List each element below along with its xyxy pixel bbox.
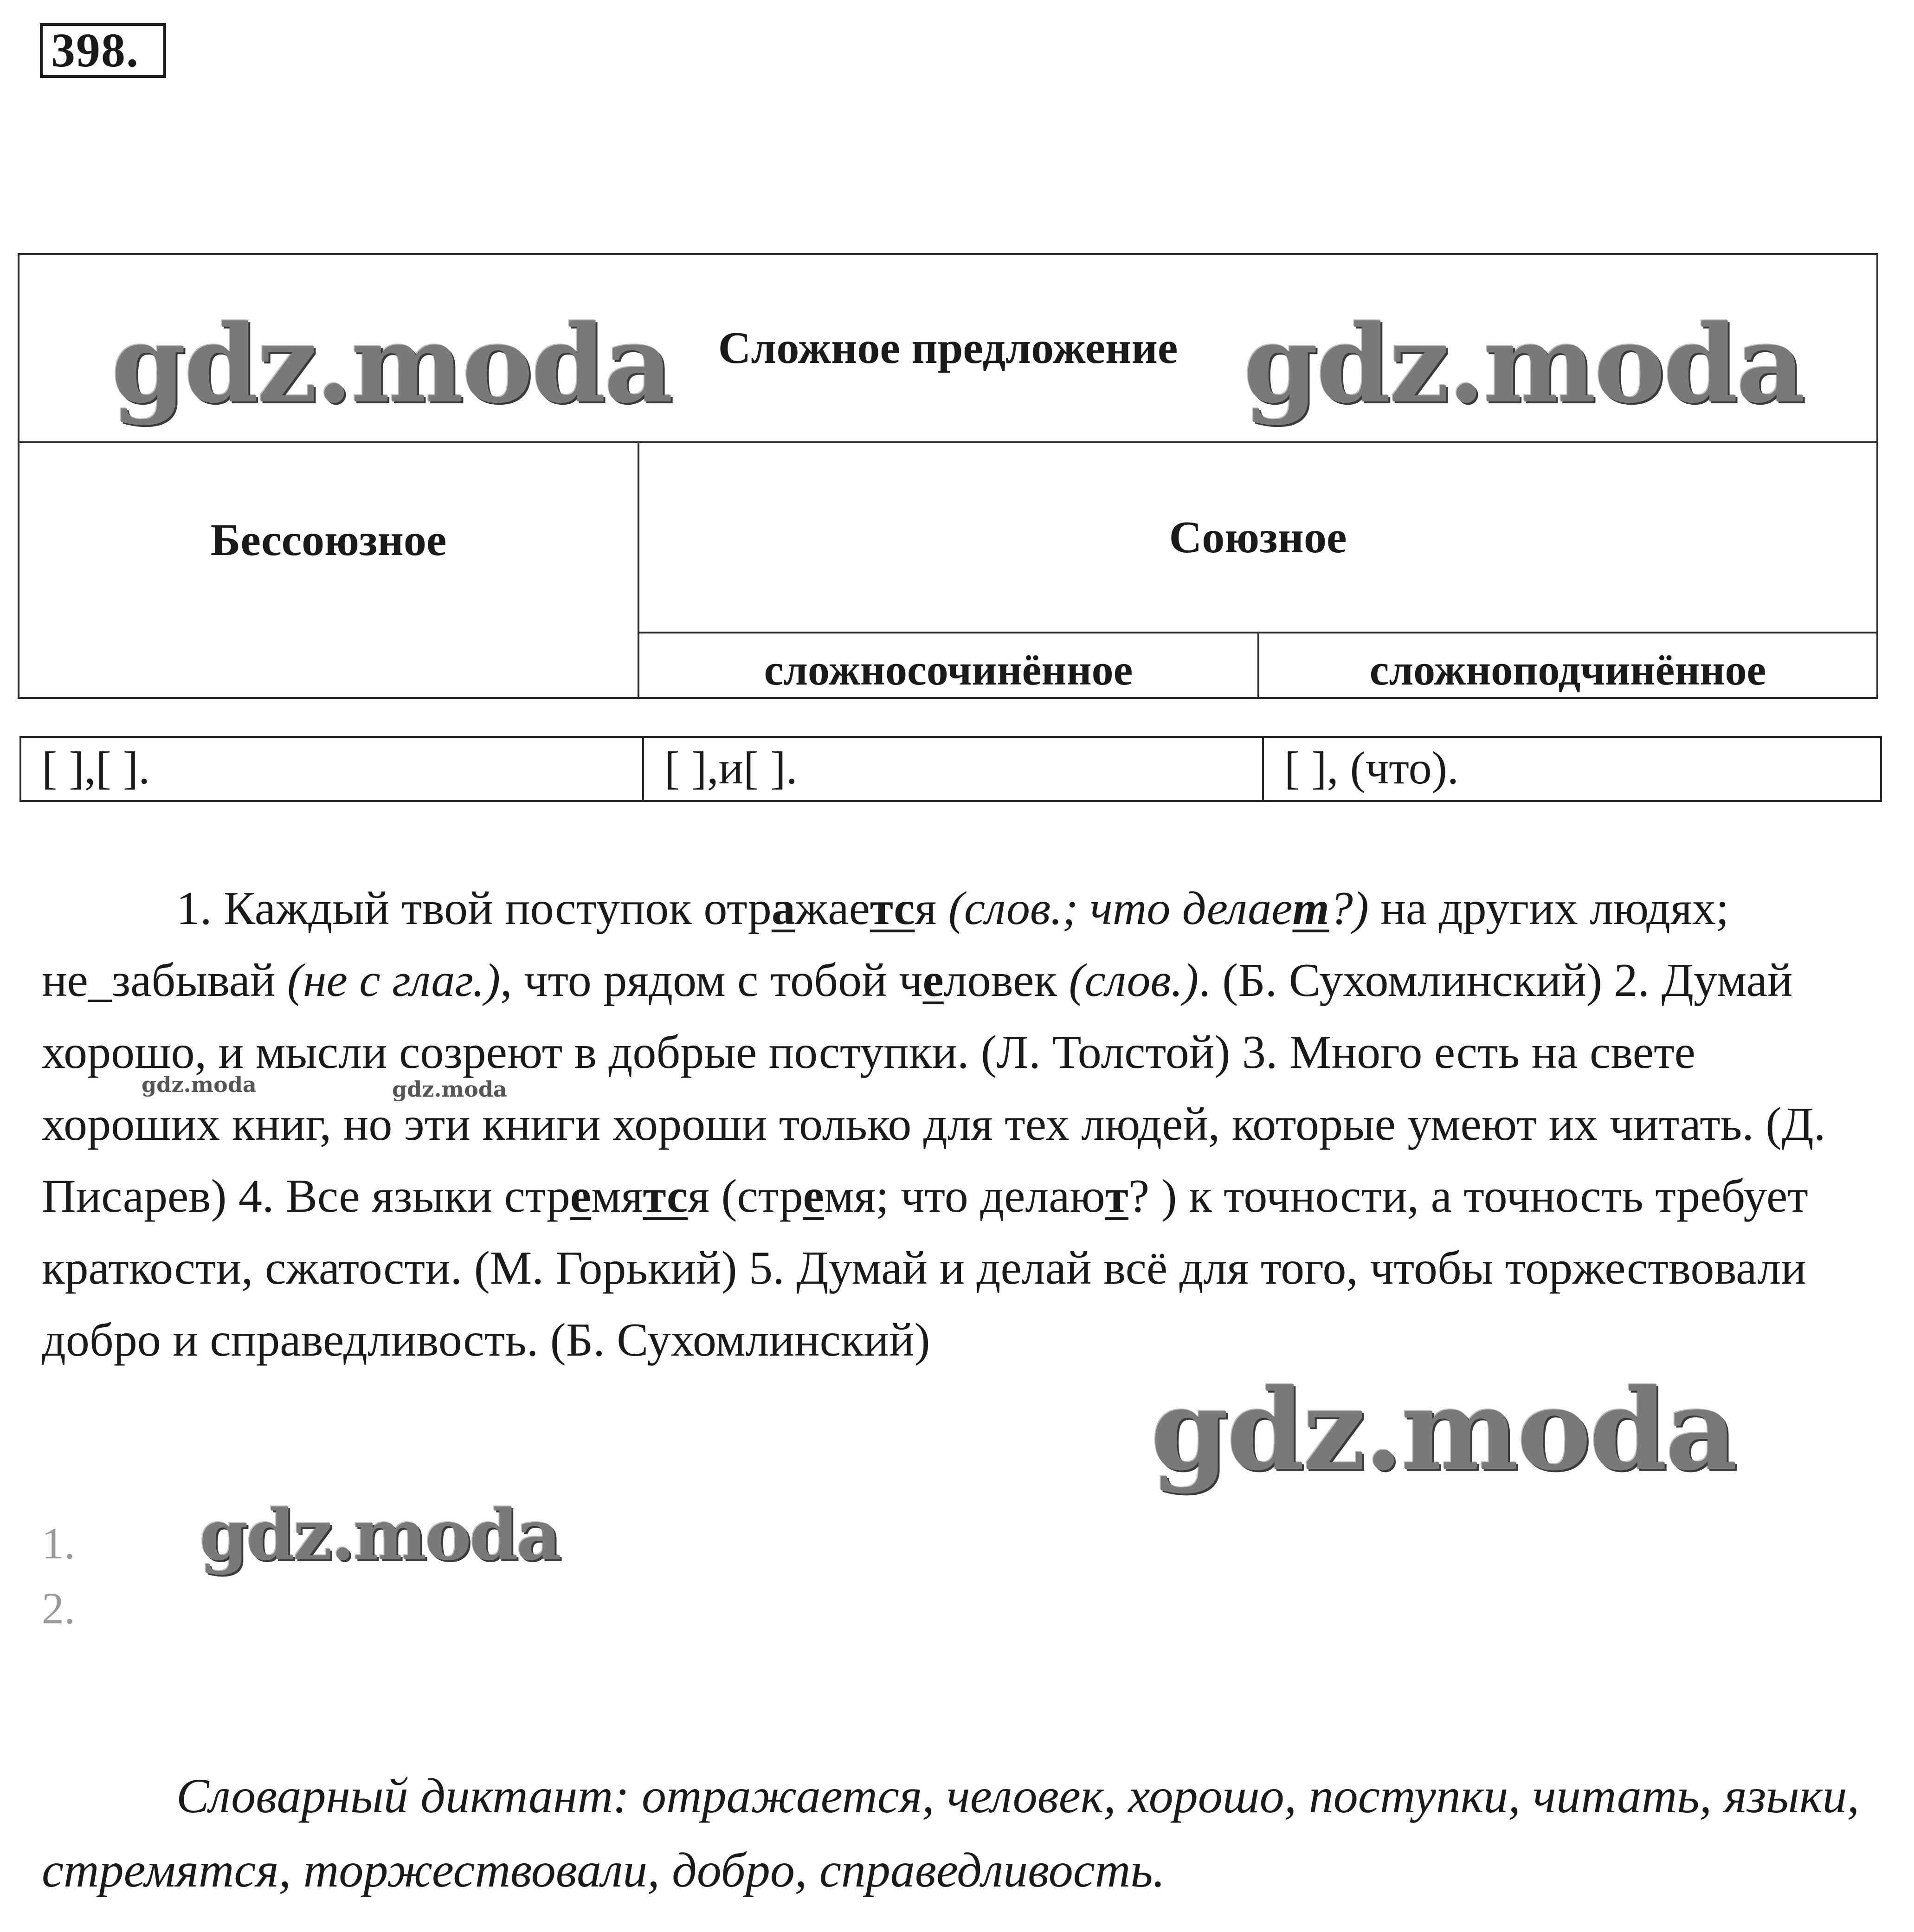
annotation: (не с глаг.) bbox=[287, 954, 501, 1007]
table-title: Сложное предложение bbox=[718, 323, 1178, 373]
watermark: gdz.moda bbox=[142, 1072, 257, 1097]
annotation: (слов.) bbox=[1069, 954, 1199, 1007]
scheme-cell bbox=[642, 736, 1264, 802]
scheme-text: [ ], (что). bbox=[1284, 742, 1459, 794]
watermark: gdz.moda bbox=[111, 302, 671, 427]
watermark: gdz.moda bbox=[392, 1077, 507, 1102]
underlined-letter: е bbox=[570, 1170, 592, 1222]
sub-right-cell bbox=[1257, 632, 1878, 699]
left-header: Бессоюзное bbox=[210, 515, 447, 565]
right-header-cell bbox=[638, 441, 1878, 633]
list-number-1: 1. bbox=[42, 1518, 75, 1568]
list-number-2: 2. bbox=[42, 1583, 75, 1633]
sub-left-cell bbox=[638, 632, 1259, 699]
left-header-cell bbox=[18, 441, 639, 699]
underlined-letter: тс bbox=[870, 882, 915, 935]
exercise-number: 398. bbox=[40, 23, 166, 78]
dictation-text: Словарный диктант: отражается, человек, хорошо, поступки, читать, языки, стремятся, торжествовали, добро, справедливость. bbox=[42, 1769, 1860, 1897]
watermark: gdz.moda bbox=[1151, 1364, 1736, 1495]
watermark: gdz.moda bbox=[1244, 302, 1804, 427]
underlined-letter: т bbox=[1105, 1170, 1128, 1222]
exercise-text: 1. Каждый твой поступок отражается (слов.; что делает?) на других людях; не_забывай (не с глаг.), что рядом с тобой человек (слов.). (Б. Сухомлинский) 2. Думай хорошо, и мысли созреют в добрые поступки. (Л. Толстой) 3. Много есть на свете хороших книг, но эти книги хороши только для тех людей, которые умеют их читать. (Д. Писарев) 4. Все языки стремятся (стремя; что делают? ) к точности, а точность требует краткости, сжатости. (М. Горький) 5. Думай и делай всё для того, чтобы торжествовали добро и справедливость. (Б. Сухомлинский) bbox=[42, 882, 1826, 1366]
scheme-text: [ ],и[ ]. bbox=[664, 742, 798, 794]
underlined-letter: е bbox=[803, 1170, 824, 1222]
sub-right-header: сложноподчинённое bbox=[1369, 646, 1766, 694]
underlined-letter: е bbox=[922, 954, 944, 1007]
scheme-cell bbox=[1262, 736, 1882, 802]
scheme-cell bbox=[19, 736, 644, 802]
sub-left-header: сложносочинённое bbox=[764, 646, 1133, 694]
underlined-letter: тс bbox=[643, 1170, 688, 1222]
underlined-letter: а bbox=[771, 882, 795, 935]
right-header: Союзное bbox=[1169, 512, 1347, 562]
scheme-text: [ ],[ ]. bbox=[42, 742, 150, 794]
watermark: gdz.moda bbox=[200, 1494, 560, 1576]
annotation: (слов.; что делает?) bbox=[948, 882, 1369, 935]
